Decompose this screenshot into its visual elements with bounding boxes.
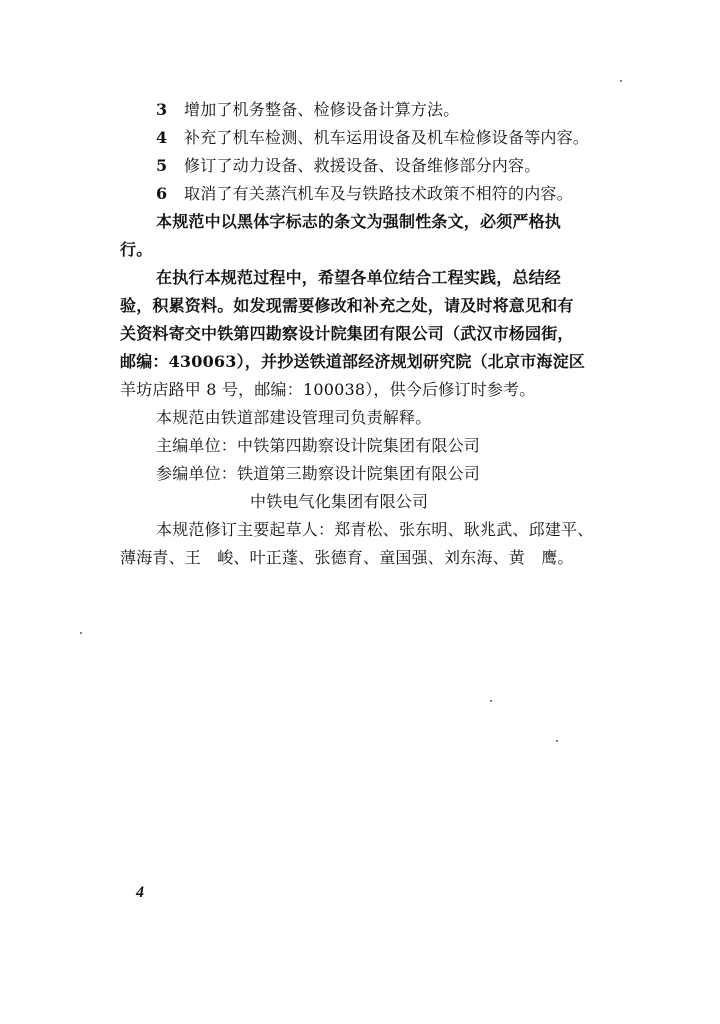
drafters-line-1: 本规范修订主要起草人：郑青松、张东明、耿兆武、邱建平、 <box>156 520 594 539</box>
list-item-number: 4 <box>156 128 168 147</box>
feedback-line-3: 关资料寄交中铁第四勘察设计院集团有限公司（武汉市杨园街， <box>120 324 574 343</box>
chief-unit-line: 主编单位：中铁第四勘察设计院集团有限公司 <box>156 436 481 455</box>
list-item-6 <box>120 180 640 208</box>
list-item-5 <box>120 152 640 180</box>
feedback-line-4: 邮编：430063），并抄送铁道部经济规划研究院（北京市海淀区 <box>120 352 585 371</box>
list-item-text: 增加了机务整备、检修设备计算方法。 <box>184 100 460 119</box>
list-item-text: 补充了机车检测、机车运用设备及机车检修设备等内容。 <box>184 128 590 147</box>
participating-unit-line-2: 中铁电气化集团有限公司 <box>250 492 429 511</box>
participating-unit-line-1: 参编单位：铁道第三勘察设计院集团有限公司 <box>156 464 481 483</box>
list-item-3 <box>120 96 640 124</box>
list-item-text: 修订了动力设备、救援设备、设备维修部分内容。 <box>184 156 541 175</box>
page-number: 4 <box>136 884 144 901</box>
drafters-line-2: 薄海青、王 峻、叶正蓬、张德育、童国强、刘东海、黄 鹰。 <box>120 548 574 567</box>
list-item-4 <box>120 124 640 152</box>
list-item-number: 3 <box>156 100 168 119</box>
body-text <box>120 96 640 572</box>
list-item-number: 6 <box>156 184 168 203</box>
scan-speck <box>556 740 558 742</box>
interpretation-line: 本规范由铁道部建设管理司负责解释。 <box>156 408 432 427</box>
scan-speck <box>80 632 82 634</box>
mandatory-clause-line-1: 本规范中以黑体字标志的条文为强制性条文，必须严格执 <box>156 212 562 231</box>
feedback-line-5: 羊坊店路甲 8 号，邮编：100038），供今后修订时参考。 <box>120 380 536 399</box>
feedback-line-2: 验，积累资料。如发现需要修改和补充之处，请及时将意见和有 <box>120 296 574 315</box>
list-item-text: 取消了有关蒸汽机车及与铁路技术政策不相符的内容。 <box>184 184 573 203</box>
scan-speck <box>620 80 622 82</box>
mandatory-clause-line-2: 行。 <box>120 240 153 259</box>
list-item-number: 5 <box>156 156 168 175</box>
feedback-line-1: 在执行本规范过程中，希望各单位结合工程实践，总结经 <box>156 268 562 287</box>
scan-speck <box>490 700 492 702</box>
